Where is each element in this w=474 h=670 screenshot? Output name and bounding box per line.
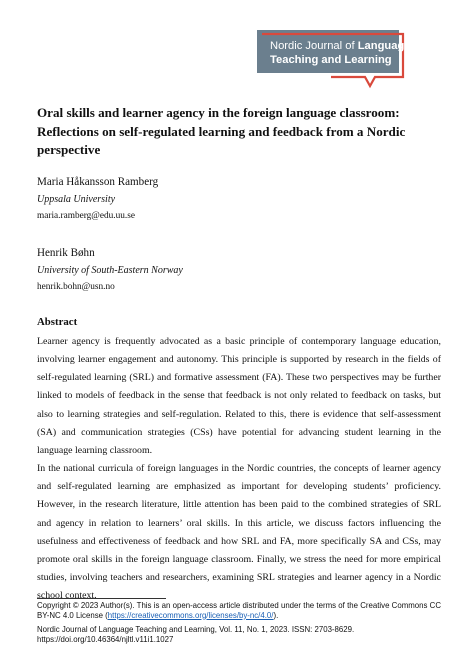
author-affiliation-1: Uppsala University — [37, 194, 116, 205]
author-affiliation-2: University of South-Eastern Norway — [37, 265, 183, 276]
copyright-notice — [37, 601, 441, 620]
doi-line: https://doi.org/10.46364/njltl.v11i1.1027 — [37, 635, 174, 644]
abstract-heading: Abstract — [37, 316, 78, 328]
logo-line-1-bold: Language — [357, 40, 411, 52]
footnote-divider — [37, 598, 166, 599]
author-email-2: henrik.bohn@usn.no — [37, 282, 115, 292]
citation-line-1: Nordic Journal of Language Teaching and Learning, Vol. 11, No. 1, 2023. ISSN: 2703-8629. — [37, 625, 355, 634]
author-email-1: maria.ramberg@edu.uu.se — [37, 211, 135, 221]
author-name-2: Henrik Bøhn — [37, 247, 95, 259]
author-name-1: Maria Håkansson Ramberg — [37, 176, 159, 188]
abstract-paragraph-2: In the national curricula of foreign languages in the Nordic countries, the concepts of learner agency and self-regulated learning are emphasized as important for developing students’ proficiency. However, in the research literature, little attention has been paid to the combined strategies of SRL and agency in relation to learners’ oral skills. In this article, we discuss factors influencing the usefulness and effectiveness of feedback and how SRL and FA, more specifically SA and CSs, may promote oral skills in the foreign language classroom. Finally, we stress the need for more empirical studies, involving teachers and researchers, examining SRL strategies and learner agency in a Nordic school context. — [37, 463, 441, 602]
copyright-text-end: ). — [273, 610, 279, 620]
abstract-body — [37, 333, 441, 605]
copyright-text: Copyright © 2023 Author(s). This is an open-access article distributed under the terms of the Creative Commons CC BY-NC 4.0 License ( — [37, 601, 441, 620]
journal-logo — [257, 30, 411, 90]
logo-text — [270, 39, 411, 67]
license-link[interactable]: https://creativecommons.org/licenses/by-nc/4.0/ — [107, 610, 274, 620]
abstract-paragraph-1: Learner agency is frequently advocated as a basic principle of contemporary language education, involving learner engagement and autonomy. This principle is supported by research in the fields of self-regulated learning (SRL) and formative assessment (FA). These two perspectives may be further linked to models of feedback in the sense that feedback is not only related to feedback on tasks, but also to learning strategies and self-regulation. Related to this, there is evidence that self-assessment (SA) and communication strategies (CSs) have potential for advancing student learning in the language learning classroom. — [37, 336, 441, 456]
logo-line-1 — [270, 39, 411, 53]
logo-line-2: Teaching and Learning — [270, 54, 392, 66]
logo-line-1-regular: Nordic Journal of — [270, 40, 358, 52]
article-title: Oral skills and learner agency in the foreign language classroom: Reflections on self-regulated learning and feedback from a Nordic perspective — [37, 105, 406, 157]
